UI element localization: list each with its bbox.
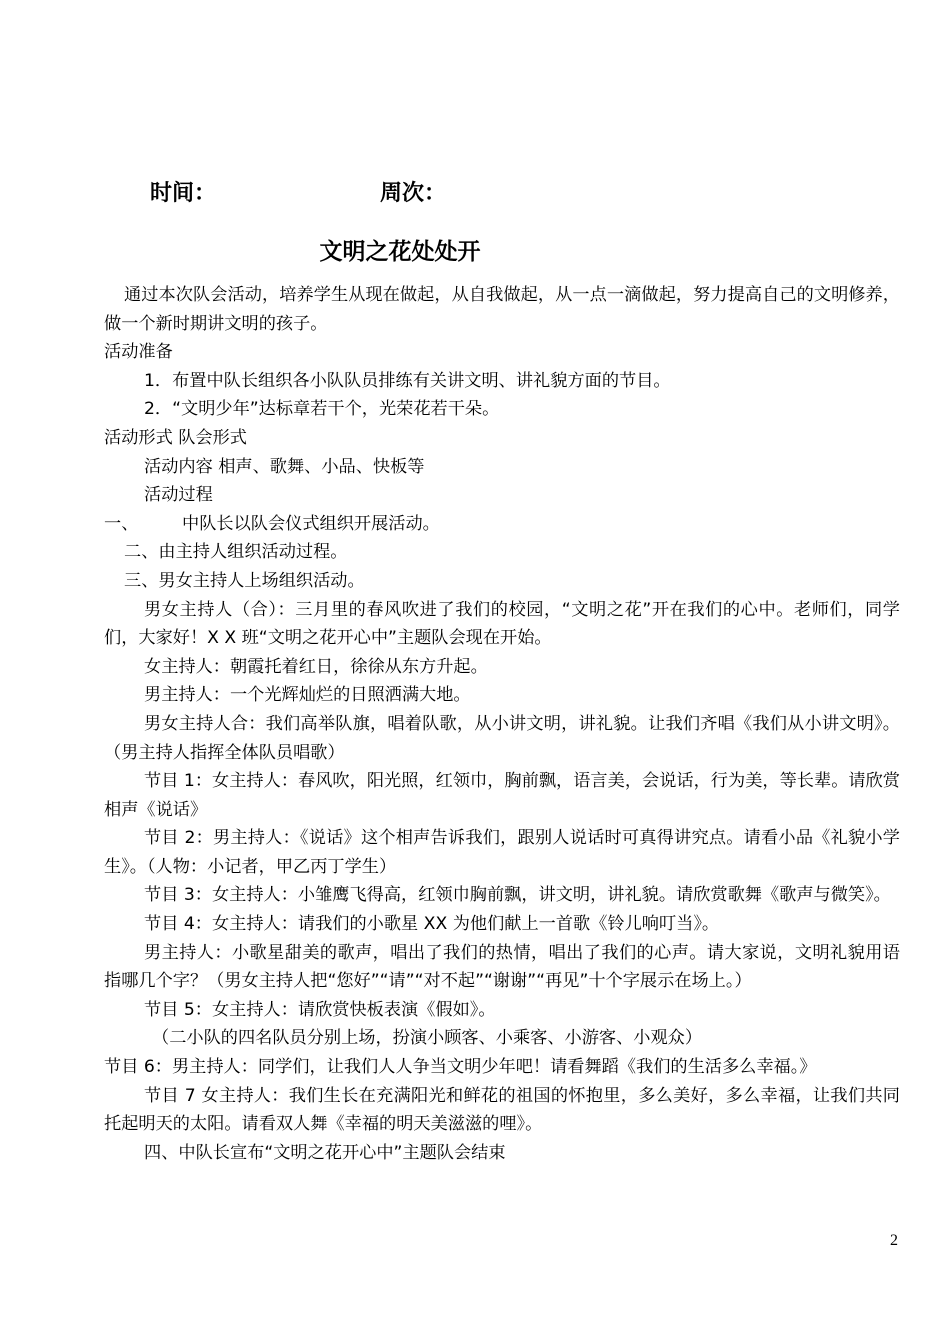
paragraph: 节目 3：女主持人：小雏鹰飞得高，红领巾胸前飘，讲文明，讲礼貌。请欣赏歌舞《歌声与微笑》。	[144, 885, 891, 906]
time-label: 时间：	[150, 181, 217, 206]
page-number: 2	[890, 1232, 898, 1249]
activity-process: 活动过程	[144, 485, 213, 506]
step-three: 三、男女主持人上场组织活动。	[124, 570, 365, 591]
step-four: 四、中队长宣布“文明之花开心中”主题队会结束	[144, 1142, 506, 1163]
paragraph: 男女主持人（合）：三月里的春风吹进了我们的校园，“文明之花”开在我们的心中。老师们，同学们，大家好！X X 班“文明之花开心中”主题队会现在开始。	[104, 599, 900, 649]
step-one	[104, 510, 900, 539]
step-two: 二、由主持人组织活动过程。	[124, 542, 348, 563]
intro-paragraph: 通过本次队会活动，培养学生从现在做起，从自我做起，从一点一滴做起，努力提高自己的文明修养，做一个新时期讲文明的孩子。	[104, 285, 900, 334]
paragraph: 女主持人：朝霞托着红日，徐徐从东方升起。	[144, 656, 488, 677]
prep-item-1: 1．布置中队长组织各小队队员排练有关讲文明、讲礼貌方面的节目。	[144, 370, 671, 391]
paragraph: 节目 1：女主持人：春风吹，阳光照，红领巾，胸前飘，语言美，会说话，行为美，等长辈。请欣赏相声《说话》	[104, 771, 900, 820]
step-one-number: 一、	[104, 513, 139, 534]
paragraph: 节目 5：女主持人：请欣赏快板表演《假如》。	[144, 999, 496, 1020]
paragraph: 男主持人：小歌星甜美的歌声，唱出了我们的热情，唱出了我们的心声。请大家说，文明礼貌用语指哪几个字？（男女主持人把“您好”“请”“对不起”“谢谢”“再见”十个字展示在场上。）	[104, 942, 900, 992]
paragraph: 节目 7 女主持人：我们生长在充满阳光和鲜花的祖国的怀抱里，多么美好，多么幸福，让我们共同托起明天的太阳。请看双人舞《幸福的明天美滋滋的哩》。	[104, 1085, 900, 1135]
paragraph: 男女主持人合：我们高举队旗，唱着队歌，从小讲文明，讲礼貌。让我们齐唱《我们从小讲文明》。（男主持人指挥全体队员唱歌）	[104, 713, 900, 763]
activity-form: 活动形式 队会形式	[104, 427, 247, 448]
page-title: 文明之花处处开	[319, 239, 481, 265]
paragraph: （二小队的四名队员分别上场，扮演小顾客、小乘客、小游客、小观众）	[152, 1028, 703, 1049]
paragraph: 节目 2：男主持人：《说话》这个相声告诉我们，跟别人说话时可真得讲究点。请看小品《礼貌小学生》。（人物：小记者，甲乙丙丁学生）	[104, 828, 900, 877]
prep-item-2: 2．“文明少年”达标章若干个，光荣花若干朵。	[144, 399, 500, 420]
step-one-text: 中队长以队会仪式组织开展活动。	[182, 513, 440, 534]
paragraph: 男主持人：一个光辉灿烂的日照洒满大地。	[144, 685, 471, 706]
prep-heading: 活动准备	[104, 342, 173, 363]
paragraph: 节目 6：男主持人：同学们，让我们人人争当文明少年吧！请看舞蹈《我们的生活多么幸福。》	[104, 1057, 817, 1078]
week-label: 周次：	[380, 181, 447, 206]
document-body	[104, 281, 900, 1167]
paragraph: 节目 4：女主持人：请我们的小歌星 XX 为他们献上一首歌《铃儿响叮当》。	[144, 914, 720, 935]
activity-content: 活动内容 相声、歌舞、小品、快板等	[144, 456, 425, 477]
